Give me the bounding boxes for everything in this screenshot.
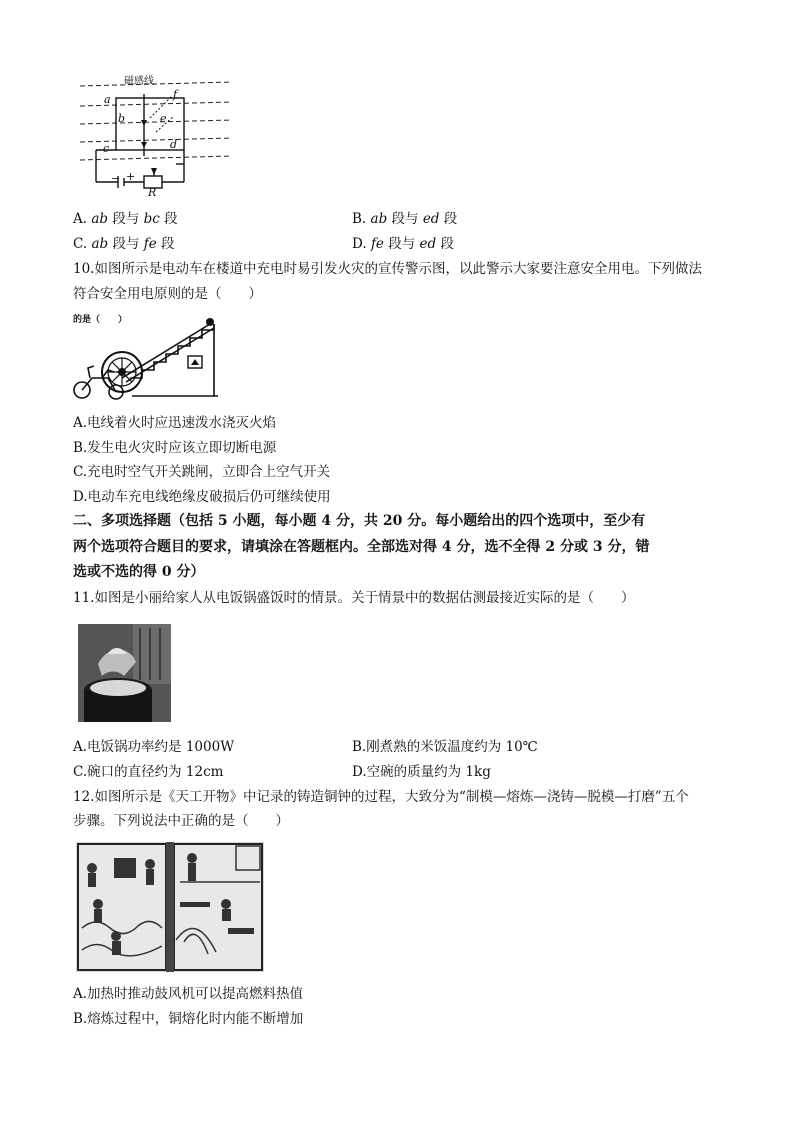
- q11-option-c: C.碗口的直径约为 12cm: [73, 764, 224, 780]
- magnetic-field-diagram: [76, 72, 236, 192]
- q10-option-a: A.电线着火时应迅速泼水浇灭火焰: [73, 415, 277, 431]
- q10-option-b: B.发生电火灾时应该立即切断电源: [73, 440, 277, 456]
- q12-stem-line2: 步骤。下列说法中正确的是（ ）: [73, 813, 289, 829]
- label-r: R: [148, 186, 157, 199]
- figure-title: 磁感线: [124, 76, 154, 87]
- q11-stem: 11.如图是小丽给家人从电饭锅盛饭时的情景。关于情景中的数据估测最接近实际的是（ ）: [73, 590, 635, 606]
- label-c: c: [103, 142, 110, 155]
- section2-heading-line2: 两个选项符合题目的要求，请填涂在答题框内。全部选对得 4 分，选不全得 2 分或 3 分，错: [73, 539, 650, 555]
- q11-option-b: B.刚煮熟的米饭温度约为 10℃: [352, 739, 538, 755]
- section2-heading-line1: 二、多项选择题（包括 5 小题，每小题 4 分，共 20 分。每小题给出的四个选项中，至少有: [73, 513, 646, 529]
- q9-option-a: A. ab 段与 bc 段: [73, 211, 178, 227]
- label-a: a: [104, 93, 111, 106]
- q12-option-a: A.加热时推动鼓风机可以提高燃料热值: [73, 986, 304, 1002]
- label-f: f: [173, 88, 178, 101]
- label-minus: −: [111, 172, 121, 185]
- q10-stem-line1: 10.如图所示是电动车在楼道中充电时易引发火灾的宣传警示图，以此警示大家要注意安全用电。下列做法: [73, 261, 702, 277]
- q11-option-d: D.空碗的质量约为 1kg: [352, 764, 491, 780]
- label-b: b: [118, 112, 126, 125]
- q9-option-c: C. ab 段与 fe 段: [73, 236, 175, 252]
- rice-cooker-photo: [78, 624, 171, 722]
- ebike-stairway-figure: [72, 312, 222, 404]
- label-e: e: [160, 112, 167, 125]
- q10-figure-caption: 的是（ ）: [73, 315, 128, 325]
- tiangong-kaiwu-illustration: [76, 842, 264, 972]
- q10-stem-line2: 符合安全用电原则的是（ ）: [73, 286, 262, 302]
- q12-stem-line1: 12.如图所示是《天工开物》中记录的铸造铜钟的过程，大致分为“制模—熔炼—浇铸—脱模—打磨”五个: [73, 789, 689, 805]
- q9-option-b: B. ab 段与 ed 段: [352, 211, 458, 227]
- q10-option-c: C.充电时空气开关跳闸，立即合上空气开关: [73, 464, 331, 480]
- label-plus: +: [126, 170, 136, 183]
- q11-option-a: A.电饭锅功率约是 1000W: [73, 739, 235, 755]
- q10-option-d: D.电动车充电线绝缘皮破损后仍可继续使用: [73, 489, 331, 505]
- label-d: d: [170, 138, 178, 151]
- section2-heading-line3: 选或不选的得 0 分）: [73, 564, 205, 580]
- q12-option-b: B.熔炼过程中，铜熔化时内能不断增加: [73, 1011, 304, 1027]
- q9-option-d: D. fe 段与 ed 段: [352, 236, 454, 252]
